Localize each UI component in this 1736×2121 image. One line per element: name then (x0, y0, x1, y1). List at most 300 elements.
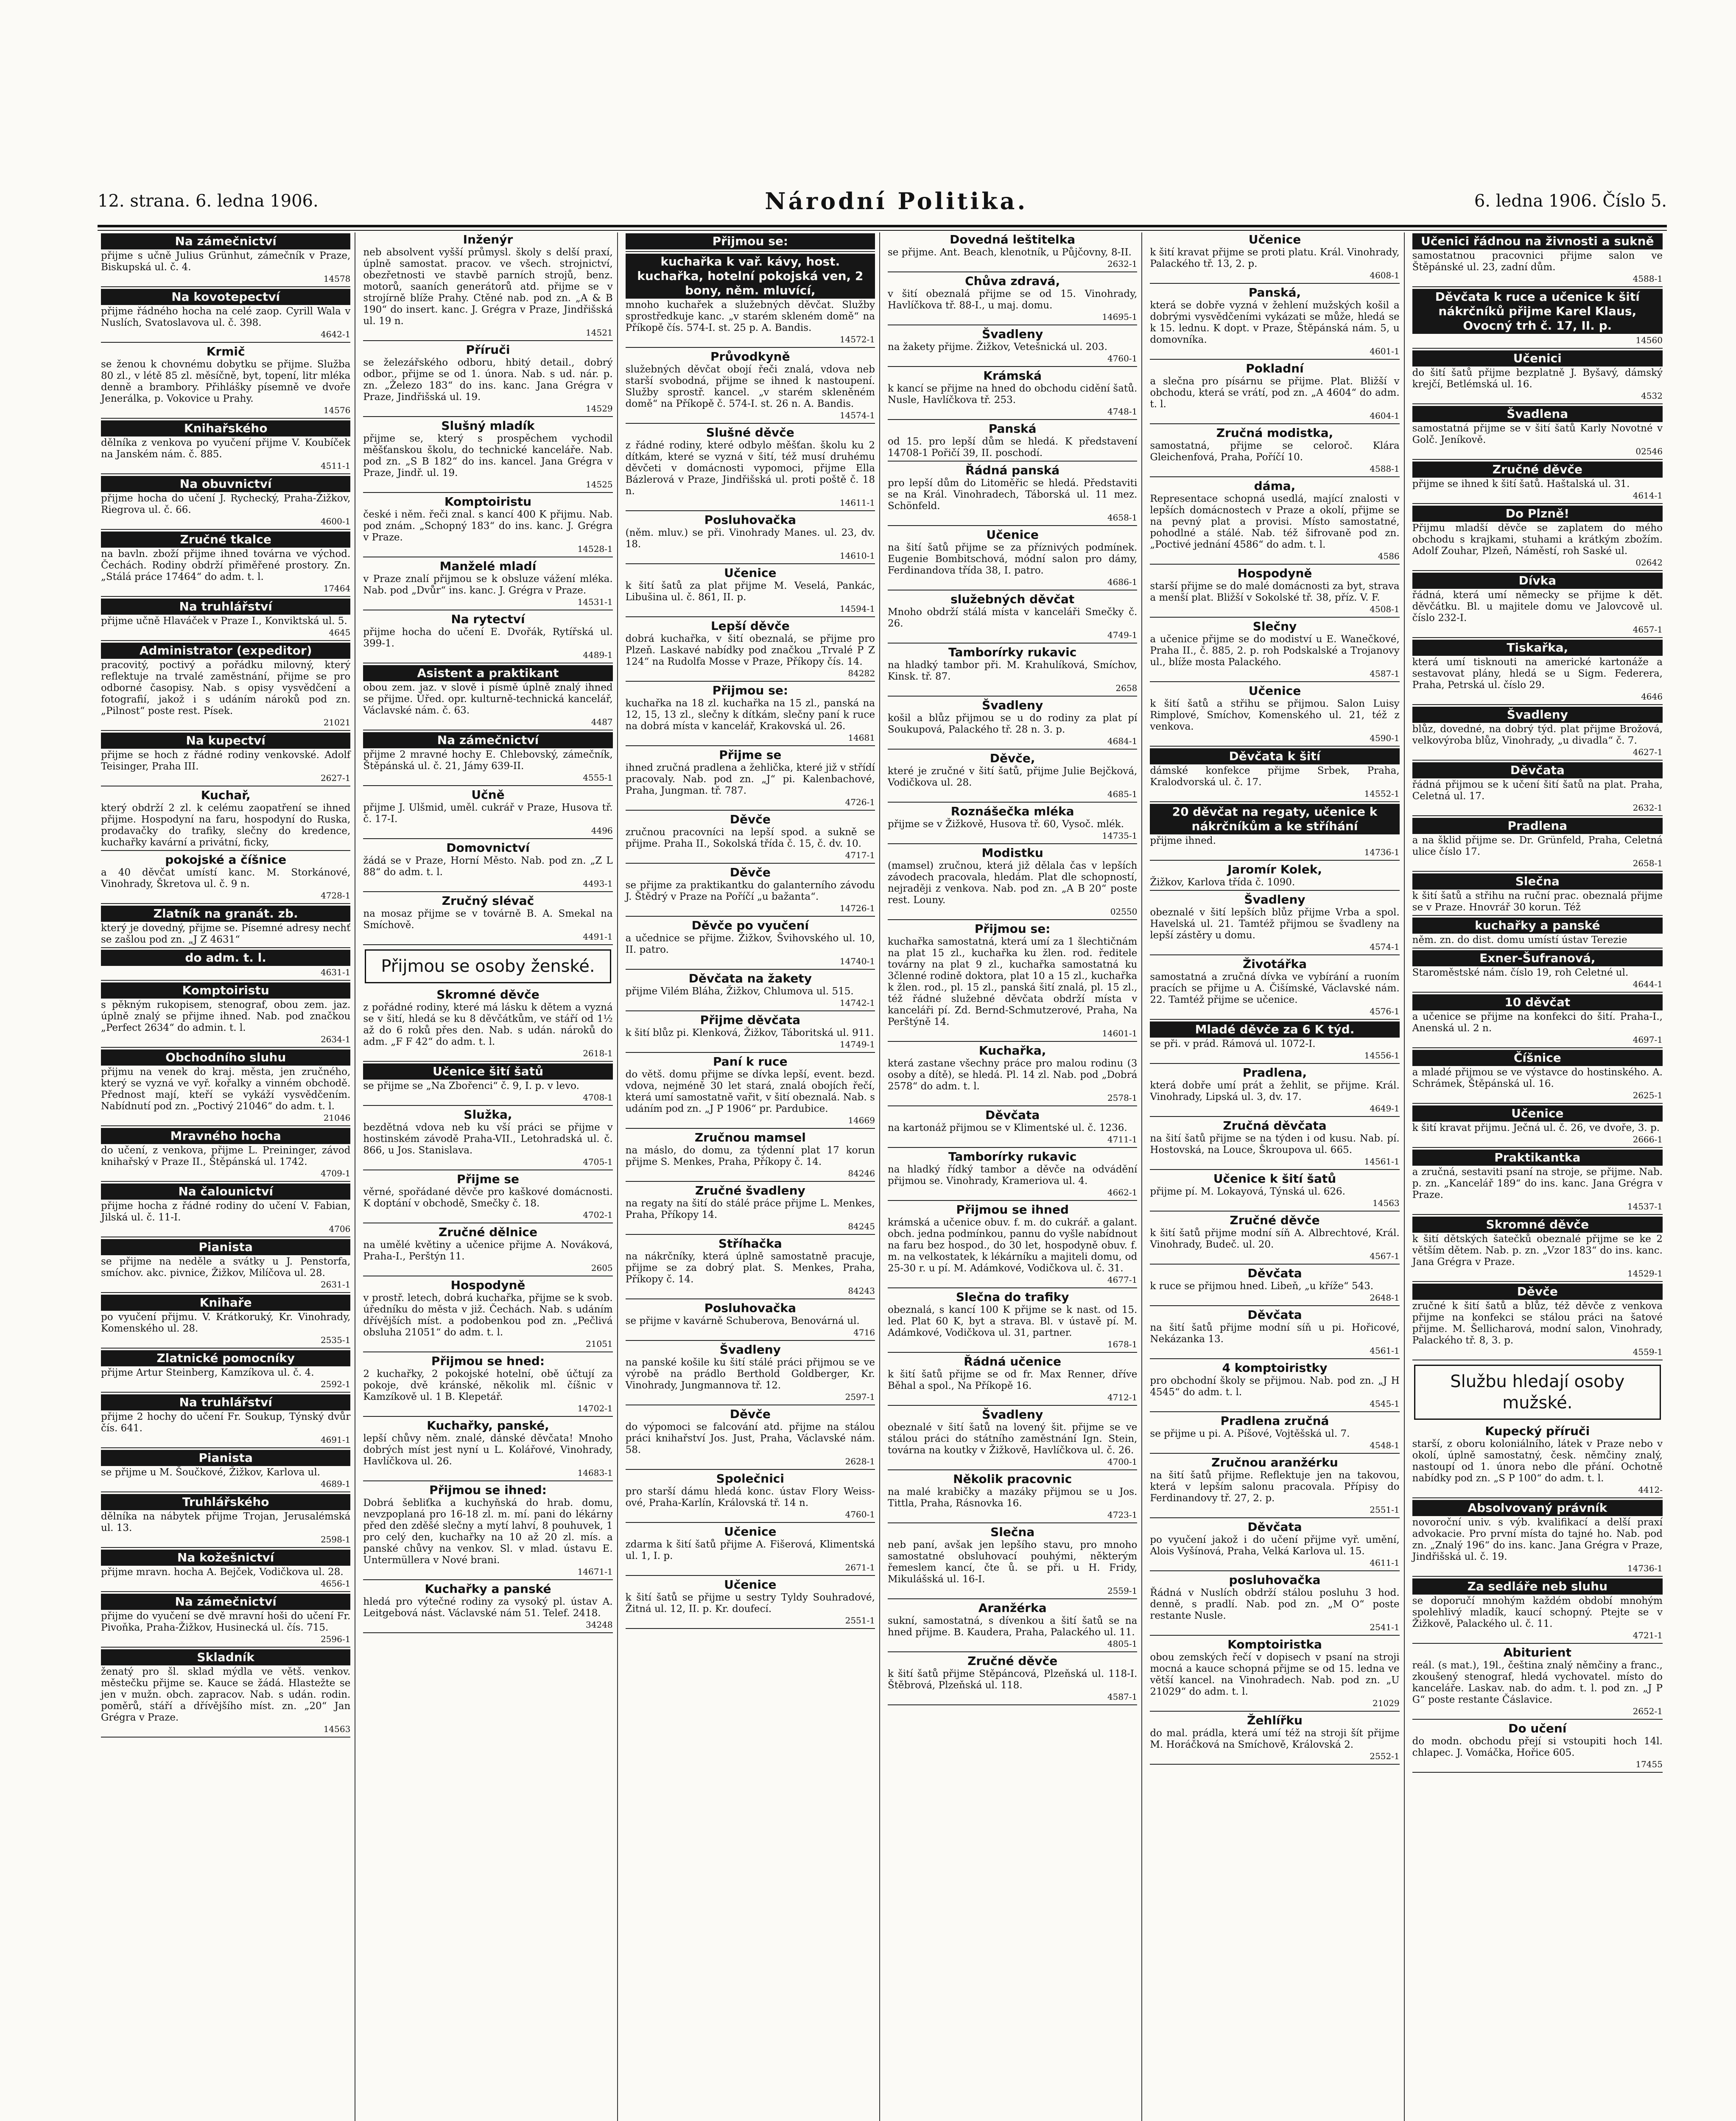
ad-text: se přijme se „Na Zbořenci“ č. 9, I. p. v levo. (363, 1080, 579, 1091)
ad-heading: Kupecký příruči (1485, 1424, 1590, 1438)
ad-heading: Skladník (101, 1649, 350, 1665)
ad-text: a slečna pro písárnu se přijme. Plat. Bližší v obchodu, která se vrátí, pod zn. „A 4604“ do adm. t. l. (1150, 376, 1400, 410)
ad-heading: Slušný mladík (441, 419, 535, 433)
ad-reference-number: 2605 (591, 1263, 613, 1273)
classified-ad (363, 1483, 612, 1578)
classified-ad (101, 1649, 350, 1735)
ad-heading: Švadleny (982, 1407, 1043, 1421)
ad-divider (1412, 704, 1663, 705)
classified-ad (626, 1472, 875, 1520)
ad-divider (1412, 1281, 1663, 1282)
ad-text: na regaty na šití do stálé práce přijme L. Menkes, Praha, Příkopy 14. (625, 1198, 875, 1220)
ad-text: přijme J. Ulšmid, uměl. cukrář v Praze, Husova tř. č. 17-I. (363, 802, 613, 825)
ad-heading: Zručné děvče (1412, 462, 1663, 478)
ad-text: která umí tisknouti na americké kartonáže a sestavovat plány, hledá se u Sigm. Federera, Praha, Petrská ul. číslo 29. (1412, 657, 1663, 691)
ad-text: do učení, z venkova, přijme L. Preininger, závod knihařský v Praze II., Štěpánská ul. 1742. (101, 1145, 351, 1167)
ad-divider (626, 745, 875, 746)
ad-reference-number: 14611-1 (839, 498, 875, 508)
ad-divider (1150, 746, 1399, 747)
ad-heading: Žehlířku (1247, 1713, 1303, 1727)
classified-ad (888, 922, 1137, 1039)
ad-divider (888, 1147, 1137, 1148)
ad-divider (626, 1010, 875, 1011)
ad-heading: Děvčata k šití (1150, 748, 1399, 764)
ad-divider (888, 696, 1137, 697)
ad-reference-number: 2541-1 (1370, 1622, 1400, 1632)
ad-heading: Na čalounictví (101, 1184, 350, 1200)
ad-heading: Učenice k šití šatů (1213, 1172, 1336, 1186)
ad-reference-number: 4708-1 (583, 1092, 613, 1102)
classified-ad (626, 1237, 875, 1297)
ad-divider (888, 1704, 1137, 1705)
ad-heading: Zručné švadleny (695, 1184, 805, 1198)
ad-text: k šití dětských šatečků obeznalé přijme se ke 2 větším dětem. Nab. p. zn. „Vzor 183“ do ins. kanc. Jana Grégra v Praze. (1412, 1234, 1663, 1268)
ad-text: přijme hocha do učení E. Dvořák, Rytířská ul. 399-1. (363, 627, 613, 649)
ad-text: z pořádné rodiny, které má lásku k dětem a vyzná se v šití, hledá se ku 8 děvčátkům, ve stáří od 1½ až do 6 roků přes den. Nab. s udán. nároků do adm. „F F 42“ do adm. t. l. (363, 1002, 613, 1047)
classified-ad (888, 327, 1137, 364)
ad-text: k šití kravat přijmu. Ječná ul. č. 26, ve dvoře, 3. p. (1412, 1122, 1660, 1133)
classified-ad (363, 665, 612, 728)
ad-reference-number: 4723-1 (1107, 1510, 1138, 1520)
classified-ad (101, 1450, 350, 1490)
classified-ad (626, 1301, 875, 1338)
section-heading-box: Službu hledají osoby mužské. (1414, 1365, 1661, 1420)
ad-reference-number: 14735-1 (1102, 831, 1138, 841)
classified-ad (1412, 1284, 1663, 1358)
ad-heading: Přijme se (719, 748, 782, 762)
ad-heading: Švadleny (1244, 893, 1305, 907)
classified-ad (363, 343, 612, 414)
classified-ad (1412, 573, 1663, 635)
classified-ad (888, 528, 1137, 588)
ad-text: od 15. pro lepší dům se hledá. K představení 14708-1 Pořičí 39, II. poschodí. (887, 436, 1138, 459)
ad-text: na nákrčníky, která úplně samostatně pracuje, přijme se za dobrý plat. S. Menkes, Praha, Příkopy č. 14. (625, 1251, 875, 1285)
ad-reference-number: 4700-1 (1107, 1457, 1138, 1467)
classified-ad (626, 513, 875, 562)
ad-reference-number: 14601-1 (1102, 1028, 1138, 1038)
classified-ad (1150, 1361, 1399, 1410)
ad-divider (626, 810, 875, 811)
ad-reference-number: 2628-1 (845, 1456, 875, 1466)
ad-text: přijmu na venek do kraj. města, jen zručného, který se vyzná ve vyř. kořalky a vinném obchodě. Přednost mají, kteří se vykáží vysvědčením. Nabídnutí pod zn. „Poctivý 21046“ do adm. t. l. (101, 1066, 351, 1112)
ad-reference-number: 4689-1 (320, 1479, 351, 1489)
ad-divider (1150, 359, 1399, 360)
ad-divider (1150, 1019, 1399, 1020)
classified-ad (626, 350, 875, 421)
ad-divider (101, 730, 350, 731)
ad-reference-number: 4631-1 (320, 967, 351, 977)
ad-divider (101, 640, 350, 641)
ad-text: se přijme za praktikantku do galanterního závodu J. Štědrý v Praze na Poříčí „u bažanta“. (625, 880, 875, 902)
ad-divider (626, 1628, 875, 1629)
ad-text: k šití šatů za plat přijme M. Veselá, Pankác, Libušina ul. č. 861, II. p. (625, 580, 875, 603)
ad-text: a učednice se přijme. Žižkov, Švihovského ul. 10, II. patro. (625, 933, 875, 955)
ad-divider (888, 1105, 1137, 1106)
classified-ad (363, 1108, 612, 1168)
ad-heading: Kuchař, (201, 788, 251, 802)
ad-heading: Asistent a praktikant (363, 665, 612, 681)
ad-text: na kartonáž přijmou se v Klimentské ul. č. 1236. (887, 1122, 1127, 1133)
ad-text: Dobrá šebliťka a kuchyňská do hrab. domu, nevzpoplaná pro 16-18 zl. m. mí. pani do lékárny před den zděšé slečny a mytí lahví, 8 pouhuvek, 1 pro celý den, kuchařky na 10 až 20 zl. mís. a panské chůvy na venkov. Sl. v mlad. ústavu E. Untermüllera v Nové brani. (363, 1497, 613, 1566)
ad-text: blůz, dovedné, na dobrý týd. plat přijme Brožová, velkovýroba blůz, Vinohrady, „u divadla“ č. 7. (1412, 724, 1663, 746)
ad-reference-number: 4657-1 (1633, 624, 1663, 635)
ad-divider (888, 643, 1137, 644)
ad-text: přijme Vilém Bláha, Žižkov, Chlumova ul. 515. (625, 986, 854, 997)
ad-text: dělníka na nábytek přijme Trojan, Jerusalémská ul. 13. (101, 1511, 351, 1533)
ad-reference-number: 2552-1 (1370, 1751, 1400, 1761)
ad-reference-number: 4491-1 (583, 932, 613, 942)
page-number-date: 12. strana. 6. ledna 1906. (98, 191, 319, 211)
classified-ad (626, 971, 875, 1009)
ad-reference-number: 14740-1 (839, 956, 875, 966)
classified-ad (1412, 1424, 1663, 1496)
ad-heading: Švadlena (1412, 406, 1663, 422)
ad-reference-number: 14525 (586, 479, 613, 490)
ad-divider (1412, 871, 1663, 872)
ad-divider (626, 916, 875, 917)
ad-heading: Přijmou se: (626, 233, 875, 249)
ad-reference-number: 2652-1 (1633, 1706, 1663, 1716)
classified-ad (101, 950, 350, 978)
ad-text: v šití obeznalá přijme se od 15. Vinohrady, Havlíčkova tř. 88-I., u maj. domu. (887, 288, 1138, 311)
ad-text: na šití šatů přijme modní síň u pi. Hořicové, Nekázanka 13. (1150, 1322, 1400, 1345)
classified-ad (626, 748, 875, 808)
classified-ad (363, 1172, 612, 1221)
ad-divider (626, 347, 875, 348)
ad-heading: Skromné děvče (436, 988, 540, 1002)
ad-reference-number: 4712-1 (1107, 1392, 1138, 1402)
ad-text: přijme se v Žižkově, Husova tř. 60, Vysoč. mlék. (887, 819, 1124, 830)
ad-text: a mladé přijmou se ve výstavce do hostinského. A. Schrámek, Štěpánská ul. 16. (1412, 1067, 1663, 1089)
ad-reference-number: 2666-1 (1633, 1134, 1663, 1144)
masthead-title: Národní Politika. (765, 187, 1028, 215)
ad-heading: Krmič (206, 344, 245, 358)
ad-text: a učenice přijme se do modiství u E. Wanečkové, Praha II., č. 885, 2. p. roh Podskalské a Trojanovy ul., blíže mosta Palackého. (1150, 634, 1400, 668)
ad-text: a zručná, sestaviti psaní na stroje, se přijme. Nab. p. zn. „Kancelář 189“ do ins. kanc. Jana Grégra v Praze. (1412, 1167, 1663, 1200)
ad-heading: Životářka (1242, 957, 1307, 971)
ad-divider (101, 1125, 350, 1126)
classified-ad (1412, 1050, 1663, 1101)
classified-ad (888, 1290, 1137, 1350)
ad-reference-number: 4656-1 (320, 1578, 351, 1589)
ad-text: (mamsel) zručnou, která již dělala čas v lepších závodech pracovala, hledám. Plat dle schopností, nejraději z venkova. Nab. pod zn. „A B 20“ poste rest. Louny. (887, 860, 1138, 906)
ad-heading: Do Plzně! (1412, 506, 1663, 522)
classified-ad (1412, 1150, 1663, 1212)
ad-reference-number: 4489-1 (583, 650, 613, 660)
classified-ad (888, 804, 1137, 842)
classified-ad (888, 1407, 1137, 1468)
ad-heading: Přijme děvčata (700, 1013, 801, 1027)
ad-divider (888, 1522, 1137, 1523)
ad-reference-number: 14537-1 (1627, 1201, 1663, 1212)
ad-heading: Praktikantka (1412, 1150, 1663, 1166)
classified-ad (1150, 748, 1399, 800)
ad-heading: Inženýr (463, 232, 513, 246)
ad-reference-number: 4587-1 (1370, 669, 1400, 679)
ad-heading: Učenice šití šatů (363, 1063, 612, 1080)
ad-text: k šití šatů přijme modní síň A. Albrechtové, Král. Vinohrady, Budeč. ul. 20. (1150, 1228, 1400, 1250)
ad-heading: Kuchařky a panské (425, 1582, 551, 1596)
classified-ad (1412, 818, 1663, 869)
ad-reference-number: 4493-1 (583, 879, 613, 889)
ad-reference-number: 4614-1 (1633, 490, 1663, 501)
ad-divider (1412, 915, 1663, 916)
ad-reference-number: 4548-1 (1370, 1440, 1400, 1450)
ad-reference-number: 4644-1 (1633, 979, 1663, 989)
ad-divider (1412, 1772, 1663, 1773)
ad-reference-number: 4697-1 (1633, 1035, 1663, 1045)
classified-ad (1150, 1455, 1399, 1516)
ad-heading: Panská (988, 422, 1037, 436)
ad-heading: Na zámečnictví (101, 1594, 350, 1610)
ad-heading: Slečna (990, 1525, 1035, 1539)
classified-ad (626, 1578, 875, 1626)
ad-divider (101, 342, 350, 343)
ad-heading: Učně (471, 788, 505, 802)
ad-divider (1412, 1047, 1663, 1048)
ad-divider (888, 1200, 1137, 1201)
ad-reference-number: 4685-1 (1107, 789, 1138, 799)
classified-ad (888, 422, 1137, 459)
ad-text: přijme pí. M. Lokayová, Týnská ul. 626. (1150, 1186, 1345, 1197)
ad-text: přijme mravn. hocha A. Bejček, Vodičkova ul. 28. (101, 1567, 344, 1578)
ad-divider (363, 1480, 612, 1481)
ad-text: novoroční univ. s výb. kvalifikací a delší praxí advokacie. Pro první místa do tajné ho. Nab. pod zn. „Znalý 196“ do ins. kanc. Jana Grégra v Praze, Jindřišská ul. č. 19. (1412, 1517, 1663, 1562)
ad-text: kuchařka samostatná, která umí za 1 šlechtičnám na plat 15 zl., kuchařka ku žlen. rod. ředitele továrny na plat 9 zl., kuchařka samostatná ku 3členné rodině doktora, plat 10 a 15 zl., kuchařka k žlen. rod., pl. 15 zl., panská šití znalá, pl. 15 zl., též řádné služebné děvčata obdrží místa v kanceláři pí. Zd. Bernd-Schmutzerové, Praha, Na Perštýně 14. (887, 936, 1138, 1027)
ad-text: které je zručné v šití šatů, přijme Julie Bejčková, Vodičkova ul. 28. (887, 766, 1138, 788)
ad-heading: Zručné děvče (1230, 1213, 1320, 1227)
ad-divider (101, 529, 350, 530)
ad-divider (626, 863, 875, 864)
ad-reference-number: 14572-1 (839, 334, 875, 344)
classified-ad (626, 683, 875, 744)
ad-reference-number: 4511-1 (320, 461, 351, 471)
ad-divider (626, 1469, 875, 1470)
classified-ad (1150, 1213, 1399, 1262)
ad-heading: Služka, (464, 1108, 512, 1122)
classified-ad (1150, 1021, 1399, 1061)
ad-reference-number: 2625-1 (1633, 1090, 1663, 1100)
ad-heading: Knihaře (101, 1295, 350, 1311)
classified-columns (98, 232, 1667, 2121)
ad-heading: Obchodního sluhu (101, 1049, 350, 1066)
ad-text: přijme Artur Steinberg, Kamzíkova ul. č. 4. (101, 1367, 314, 1378)
ad-text: do modn. obchodu přejí si vstoupiti hoch 14l. chlapec. J. Vomáčka, Hořice 605. (1412, 1736, 1663, 1758)
ad-text: přijme ihned. (1150, 835, 1216, 846)
ad-text: hledá pro výtečné rodiny za vysoký pl. ústav A. Leitgebová nást. Václavské nám 51. Telef. 2418. (363, 1596, 613, 1619)
ad-text: samostatná přijme se v šití šatů Karly Novotné v Golč. Jeníkově. (1412, 423, 1663, 445)
ad-reference-number: 4608-1 (1370, 270, 1400, 280)
ad-text: přijme řádného hocha na celé zaop. Cyrill Wala v Nuslích, Svatoslavova ul. č. 398. (101, 306, 351, 328)
ad-heading: Roznášečka mléka (950, 804, 1074, 818)
ad-heading: Slušné děvče (706, 425, 794, 439)
classified-ad (888, 645, 1137, 694)
ad-divider (1412, 1147, 1663, 1148)
ad-text: přijme se hoch z řádné rodiny venkovské. Adolf Teisinger, Praha III. (101, 750, 351, 772)
ad-text: Přijmu mladší děvče se zaplatem do mého obchodu s krajkami, stuhami a krátkým zbožím. Adolf Zouhar, Plzeň, Náměstí, roh Saské ul. (1412, 523, 1663, 557)
classified-ad (888, 1203, 1137, 1286)
classified-ad (626, 918, 875, 967)
classified-ad (1150, 426, 1399, 475)
ad-reference-number: 4555-1 (583, 772, 613, 783)
classified-ad (1412, 1500, 1663, 1574)
ad-reference-number: 4587-1 (1107, 1692, 1138, 1702)
ad-heading: Děvčata (1247, 1308, 1302, 1322)
classified-ad (1150, 1573, 1399, 1633)
ad-reference-number: 14556-1 (1364, 1050, 1400, 1060)
ad-heading: Slečna do trafiky (956, 1290, 1069, 1304)
ad-divider (1412, 459, 1663, 460)
classified-ad (888, 1472, 1137, 1521)
ad-divider (1150, 1211, 1399, 1212)
ad-reference-number: 2598-1 (320, 1534, 351, 1545)
ad-reference-number: 4716 (853, 1327, 875, 1338)
classified-ad (626, 619, 875, 679)
ad-heading: Pradlena zručná (1220, 1414, 1329, 1428)
ad-heading: 20 děvčat na regaty, učenice k nákrčníkům a ke stříhání (1150, 804, 1399, 834)
classified-ad (101, 643, 350, 728)
ad-divider (1150, 1764, 1399, 1765)
ad-heading: kuchařky a panské (1412, 918, 1663, 934)
ad-divider (1412, 1103, 1663, 1104)
ad-divider (363, 340, 612, 341)
ad-divider (1412, 760, 1663, 761)
ad-heading: pokojské a číšnice (165, 853, 287, 867)
ad-text: pro lepší dům do Litoměřic se hledá. Představiti se na Král. Vinohradech, Táborská ul. 11 mez. Schönfeld. (887, 478, 1138, 512)
ad-reference-number: 14726-1 (839, 903, 875, 913)
ad-heading: Na rytectví (451, 612, 525, 626)
classified-ad (626, 1055, 875, 1126)
ad-text: něm. zn. do dist. domu umístí ústav Terezie (1412, 935, 1627, 946)
classified-ad (101, 1494, 350, 1545)
ad-text: obou zem. jaz. v slově i písmě úplně znalý ihned se přijme. Úřed. opr. kulturně-technická kancelář, Václavské nám. č. 63. (363, 682, 613, 716)
ad-text: a na šklid přijme se. Dr. Grünfeld, Praha, Celetná ulice číslo 17. (1412, 835, 1663, 857)
ad-divider (888, 1041, 1137, 1042)
column-2 (360, 232, 618, 2121)
ad-heading: Přijmou se hned: (431, 1354, 545, 1368)
ad-text: do větš. domu přijme se dívka lepší, event. bezd. vdova, nejméně 30 let stará, znalá obojích řečí, která umí samostatně vařit, v šití obeznalá. Nab. s udáním pod zn. „J P 1906“ pr. Pardubice. (625, 1069, 875, 1114)
classified-ad (101, 476, 350, 527)
ad-reference-number: 4686-1 (1107, 577, 1138, 587)
ad-reference-number: 2618-1 (583, 1048, 613, 1058)
ad-text: přijme s učně Julius Grünhut, zámečník v Praze, Biskupská ul. č. 4. (101, 250, 351, 273)
ad-divider (626, 1234, 875, 1235)
ad-reference-number: 4721-1 (1633, 1630, 1663, 1640)
ad-divider (363, 492, 612, 493)
classified-ad (888, 463, 1137, 523)
ad-divider (888, 749, 1137, 750)
ad-heading: Učenice (724, 1525, 777, 1539)
ad-text: ženatý pro šl. sklad mýdla ve větš. venkov. městečku přijme se. Kauce se žádá. Hlastežte se jen v mužn. obch. zapracov. Nab. s udán. rodin. poměrů, stáří a dřívějšího míst. zn. „20“ Jan Grégra v Praze. (101, 1666, 351, 1723)
ad-heading: 4 komptoiristky (1222, 1361, 1328, 1375)
ad-divider (363, 785, 612, 786)
classified-ad (1412, 406, 1663, 457)
issue-number-date: 6. ledna 1906. Číslo 5. (1474, 191, 1667, 211)
classified-ad (101, 233, 350, 285)
ad-reference-number: 4760-1 (1107, 353, 1138, 364)
classified-ad (1150, 1172, 1399, 1209)
ad-divider (888, 919, 1137, 920)
ad-heading: Zručnou mamsel (694, 1130, 806, 1144)
ad-divider (101, 903, 350, 904)
ad-divider (1150, 1411, 1399, 1412)
classified-ad (1412, 462, 1663, 501)
ad-divider (1150, 1169, 1399, 1170)
ad-divider (888, 271, 1137, 272)
ad-text: se přijme u M. Šoučkové, Žižkov, Karlova ul. (101, 1467, 320, 1478)
ad-text: na šití šatů přijme se na týden i od kusu. Nab. pí. Hostovská, na Louce, Škroupova ul. 665. (1150, 1133, 1400, 1156)
ad-text: řádná přijmou se k učení šití šatů na plat. Praha, Celetná ul. 17. (1412, 779, 1663, 802)
ad-reference-number: 14669 (848, 1115, 875, 1125)
ad-text: samostatnou pracovnici přijme salon ve Štěpánské ul. 23, zadní dům. (1412, 250, 1663, 273)
ad-heading: Číšnice (1412, 1050, 1663, 1066)
ad-reference-number: 1678-1 (1107, 1339, 1138, 1349)
ad-text: na hladký řídký tambor a děvče na odvádění přijmou se. Vinohrady, Krameriova ul. 4. (887, 1164, 1138, 1186)
ad-reference-number: 4559-1 (1633, 1347, 1663, 1357)
ad-heading: Zručné dělnice (438, 1225, 538, 1239)
ad-reference-number: 2634-1 (320, 1034, 351, 1044)
ad-heading: Přijmou se: (974, 922, 1051, 936)
ad-text: žádá se v Praze, Horní Město. Nab. pod zn. „Z L 88“ do adm. t. l. (363, 855, 613, 878)
ad-divider (363, 416, 612, 417)
ad-text: pro starší dámu hledá konc. ústav Flory Weiss-ové, Praha-Karlín, Královská tř. 14 n. (625, 1486, 875, 1508)
ad-reference-number: 4662-1 (1107, 1187, 1138, 1198)
ad-reference-number: 21029 (1373, 1698, 1400, 1708)
ad-text: se přijme. Ant. Beach, klenotník, u Půjčovny, 8-II. (887, 247, 1132, 258)
ad-heading: Posluhovačka (704, 513, 797, 527)
classified-ad (101, 853, 350, 901)
ad-reference-number: 21051 (586, 1339, 613, 1349)
ad-reference-number: 02550 (1110, 907, 1138, 917)
ad-reference-number: 14528-1 (577, 544, 613, 554)
ad-divider (101, 418, 350, 419)
ad-divider (888, 1651, 1137, 1652)
classified-ad (888, 232, 1137, 270)
ad-divider (1412, 1214, 1663, 1215)
ad-heading: Děvče (1412, 1284, 1663, 1300)
ad-heading: Stříhačka (718, 1237, 782, 1251)
ad-text: z řádné rodiny, které odbylo měšťan. školu ku 2 dítkám, které se vyzná v šití, též musí druhému děvčeti v domácnosti vypomoci, přijme Ella Bázlerová v Praze, Jindřišská ul. proti poště č. 18 n. (625, 440, 875, 497)
ad-text: po vyučení jakož i do učení přijme vyř. umění, Alois Vyšínová, Praha, Velká Karlova ul. 15. (1150, 1534, 1400, 1557)
ad-reference-number: 4567-1 (1370, 1251, 1400, 1261)
classified-ad (1150, 1520, 1399, 1569)
ad-text: po vyučení přijmu. V. Krátkoruký, Kr. Vinohrady, Komenského ul. 28. (101, 1312, 351, 1334)
ad-text: do výpomoci se falcování atd. přijme na stálou práci knihařství Jos. Just, Praha, Václavské nám. 58. (625, 1421, 875, 1455)
ad-reference-number: 21046 (323, 1113, 351, 1123)
classified-ad (626, 566, 875, 615)
ad-text: přijme 2 mravné hochy E. Chlebovský, zámečník, Štěpánská ul. č. 21, Jámy 639-II. (363, 749, 613, 772)
ad-text: k šití šatů a střihu se přijmou. Salon Luisy Rimplové, Smíchov, Komenského ul. 21, též z venkova. (1150, 698, 1400, 732)
ad-reference-number: 14574-1 (839, 410, 875, 420)
ad-divider (101, 1047, 350, 1048)
ad-reference-number: 2627-1 (320, 773, 351, 783)
classified-ad (888, 698, 1137, 747)
ad-reference-number: 4545-1 (1370, 1399, 1400, 1409)
classified-ad (1412, 1578, 1663, 1641)
ad-heading: Přijme se (456, 1172, 520, 1186)
ad-heading: Kuchařky, panské, (427, 1419, 549, 1433)
ad-heading: Komptoiristu (444, 495, 532, 509)
ad-heading: Zručná modistka, (1216, 426, 1333, 440)
ad-divider (101, 980, 350, 981)
ad-heading: Děvčata k ruce a učenice k šití nákrčníků přijme Karel Klaus, Ovocný trh č. 17, II. p. (1412, 289, 1663, 334)
ad-heading: Děvčata (1412, 762, 1663, 778)
ad-heading: Řádná učenice (964, 1354, 1062, 1368)
ad-text: přijme hocha do učení J. Rychecký, Praha-Žižkov, Riegrova ul. č. 66. (101, 493, 351, 515)
ad-divider (888, 1352, 1137, 1353)
ad-divider (626, 510, 875, 511)
classified-ad (1150, 619, 1399, 680)
